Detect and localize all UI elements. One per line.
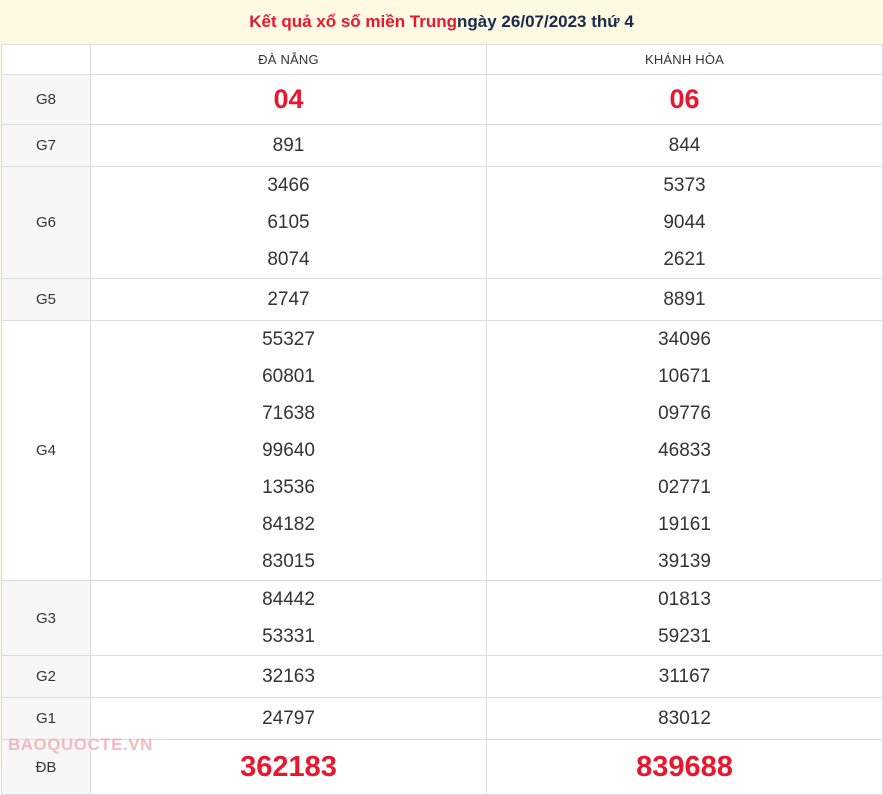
prize-label: G4 bbox=[2, 321, 91, 581]
column-header-danang: ĐÀ NẴNG bbox=[91, 45, 487, 75]
table-row bbox=[2, 656, 883, 698]
prize-label: G8 bbox=[2, 75, 91, 125]
prize-value-danang: 362183 bbox=[91, 740, 487, 795]
prize-label: G7 bbox=[2, 125, 91, 167]
page-title-date: ngày 26/07/2023 thứ 4 bbox=[457, 12, 634, 31]
prize-value-danang: 84442 53331 bbox=[91, 581, 487, 656]
prize-value-khanhhoa: 8891 bbox=[487, 279, 883, 321]
prize-value-khanhhoa: 83012 bbox=[487, 698, 883, 740]
page-title bbox=[0, 0, 883, 44]
prize-value-khanhhoa: 06 bbox=[487, 75, 883, 125]
table-row bbox=[2, 698, 883, 740]
prize-value-danang: 32163 bbox=[91, 656, 487, 698]
prize-value-khanhhoa: 01813 59231 bbox=[487, 581, 883, 656]
prize-value-danang: 3466 6105 8074 bbox=[91, 167, 487, 279]
prize-value-danang: 891 bbox=[91, 125, 487, 167]
column-header-khanhhoa: KHÁNH HÒA bbox=[487, 45, 883, 75]
prize-value-danang: 2747 bbox=[91, 279, 487, 321]
prize-value-danang: 24797 bbox=[91, 698, 487, 740]
results-table bbox=[1, 44, 883, 795]
table-row bbox=[2, 279, 883, 321]
prize-value-danang: 55327 60801 71638 99640 13536 84182 83015 bbox=[91, 321, 487, 581]
prize-label: ĐB bbox=[2, 740, 91, 795]
prize-label: G5 bbox=[2, 279, 91, 321]
table-row bbox=[2, 167, 883, 279]
prize-label: G2 bbox=[2, 656, 91, 698]
prize-value-danang: 04 bbox=[91, 75, 487, 125]
column-header-prize bbox=[2, 45, 91, 75]
prize-label: G1 bbox=[2, 698, 91, 740]
table-row bbox=[2, 740, 883, 795]
table-header-row bbox=[2, 45, 883, 75]
table-row bbox=[2, 581, 883, 656]
prize-label: G3 bbox=[2, 581, 91, 656]
prize-value-khanhhoa: 844 bbox=[487, 125, 883, 167]
watermark: BAOQUOCTE.VN bbox=[8, 735, 153, 754]
table-row bbox=[2, 125, 883, 167]
prize-value-khanhhoa: 31167 bbox=[487, 656, 883, 698]
prize-value-khanhhoa: 34096 10671 09776 46833 02771 19161 39139 bbox=[487, 321, 883, 581]
prize-value-khanhhoa: 5373 9044 2621 bbox=[487, 167, 883, 279]
prize-value-khanhhoa: 839688 bbox=[487, 740, 883, 795]
table-row bbox=[2, 75, 883, 125]
prize-label: G6 bbox=[2, 167, 91, 279]
page-title-main: Kết quả xổ số miền Trung bbox=[249, 12, 458, 31]
table-row bbox=[2, 321, 883, 581]
